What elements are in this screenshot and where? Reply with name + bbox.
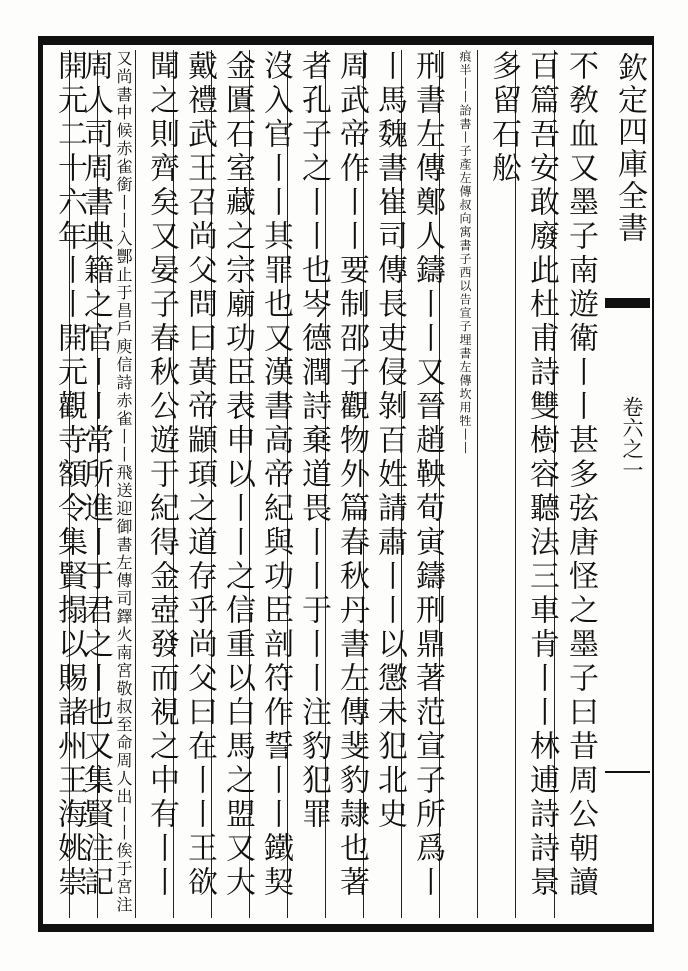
margin-divider-line (605, 771, 650, 773)
text-column-9: 沒入官丨丨其罪也又漢書高帝紀與功臣剖符作誓丨丨鐵契 (258, 50, 293, 900)
margin-book-title: 欽定四庫全書 (612, 52, 647, 244)
text-column-4: 痕半丨丨詒書丨子產左傳叔向寓書子西以告宣子埋書左傳坎用牲丨丨 (458, 50, 472, 455)
text-column-14: 周人司周書典籍之官丨丨常所進丨于君之丨也又集賢注記 (78, 50, 113, 900)
text-column-5: 刑書左傳鄭人鑄丨丨又晉趙鞅荀寅鑄刑鼎著范宣子所爲丨 (410, 50, 445, 900)
text-column-12: 聞之則齊矣又晏子春秋公遊于紀得金壺發而視之中有丨丨 (144, 50, 179, 900)
text-column-6: 丨馬魏書崔司傳長吏侵剝百姓請肅丨丨以懲未犯北史 (372, 50, 407, 832)
text-column-13: 又尚書中候赤雀銜丨丨入酆止于昌戶庾信詩赤雀丨丨飛送迎御書左傳司鐸火南宮敬叔至命周人出丨丨俟于宮注 (114, 50, 133, 914)
text-column-10: 金匱石室藏之宗廟功臣表申以丨丨之信重以白馬之盟又大 (220, 50, 255, 900)
text-column-15: 開元二十六年丨丨開元觀寺額令集賢搨以賜諸州王海姚崇 (52, 50, 87, 900)
text-column-7: 周武帝作丨丨要制邵子觀物外篇春秋丹書左傳斐豹隷也著 (334, 50, 369, 900)
text-column-11: 戴禮武王召尚父問曰黃帝顓頊之道存乎尚父曰在丨丨王欲 (182, 50, 217, 900)
text-column-8: 者孔子之丨丨也岑德潤詩棄道畏丨丨于丨丨注豹犯罪 (296, 50, 331, 832)
margin-volume-label: 卷六之一 (620, 396, 644, 480)
text-column-2: 百篇吾安敢廢此杜甫詩雙樹容聽法三車肯丨丨林逋詩詩景 (524, 50, 559, 900)
text-column-1: 不敎血又墨子南遊衛丨丨甚多弦唐怪之墨子曰昔周公朝讀 (563, 50, 598, 900)
text-column-3: 多留石舩 (486, 50, 521, 186)
margin-fishtail-block (605, 298, 650, 308)
